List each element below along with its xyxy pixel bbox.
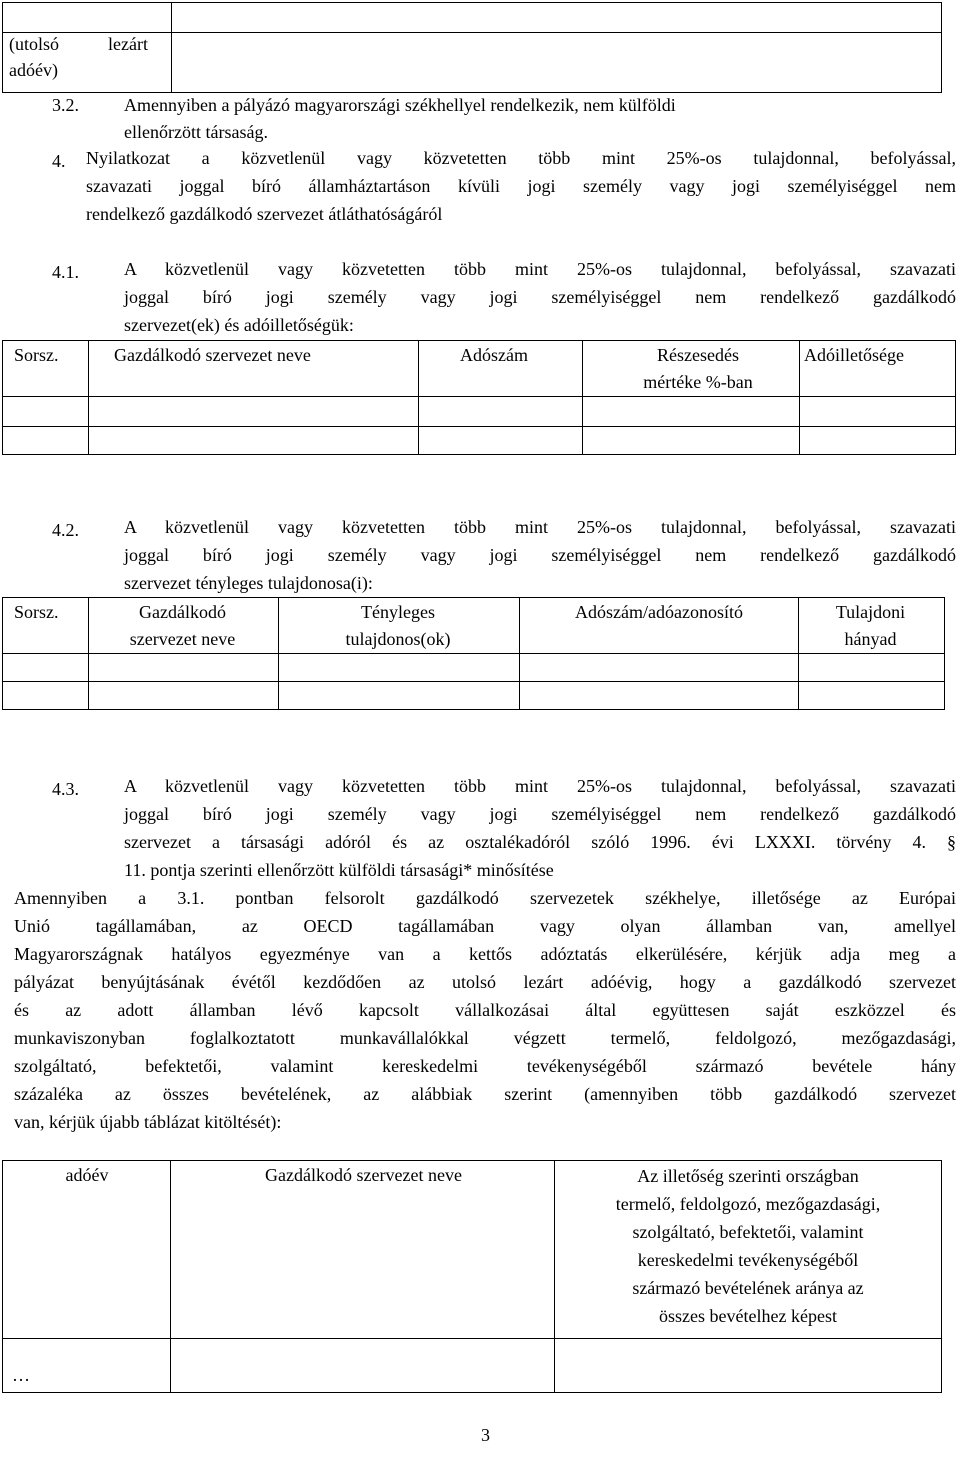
table-4-2-header-adoszam: Adószám/adóazonosító: [575, 602, 743, 622]
item-4-number: 4.: [52, 151, 66, 171]
final-table-ellipsis: …: [12, 1365, 30, 1385]
item-4-line: rendelkező gazdálkodó szervezet átláthatóságáról: [86, 204, 443, 224]
item-4-1-line: joggal bíró jogi személy vagy jogi személyiséggel nem rendelkező gazdálkodó: [124, 287, 956, 307]
item-3-2-number: 3.2.: [52, 95, 79, 115]
top-table: [2, 2, 942, 93]
page-number: 3: [481, 1425, 490, 1445]
table-4-1-header-name: Gazdálkodó szervezet neve: [114, 345, 311, 365]
item-4-1-line: A közvetlenül vagy közvetetten több mint 25%-os tulajdonnal, befolyással, szavazati: [124, 259, 956, 279]
paragraph-line: százaléka az összes bevételének, az alábbiak szerint (amennyiben több gazdálkodó szervezet: [14, 1084, 956, 1104]
item-4-3-line: szervezet a társasági adóról és az osztalékadóról szóló 1996. évi LXXXI. törvény 4. §: [124, 832, 956, 852]
ratio-line: kereskedelmi tevékenységéből: [637, 1250, 859, 1270]
paragraph-line: Amennyiben a 3.1. pontban felsorolt gazdálkodó szervezetek székhelye, illetősége az Európai: [14, 888, 956, 908]
table-4-2-header-tulajdoni: Tulajdoni: [835, 602, 906, 622]
table-4-1-header-sorsz: Sorsz.: [14, 345, 59, 365]
final-table-header-name: Gazdálkodó szervezet neve: [265, 1165, 462, 1185]
table-4-2-header-tenyl: Tényleges: [361, 602, 435, 622]
table-4-1-header-adoszam: Adószám: [460, 345, 528, 365]
item-4-1-number: 4.1.: [52, 262, 79, 282]
table-4-2-header-hanyad: hányad: [844, 629, 897, 649]
table-4-1-header-reszesedes: Részesedés: [657, 345, 739, 365]
paragraph-line: Magyarországnak hatályos egyezménye van a kettős adóztatás elkerülésére, kérjük adja meg a: [14, 944, 956, 964]
item-3-2-line1: Amennyiben a pályázó magyarországi székhellyel rendelkezik, nem külföldi: [124, 95, 676, 115]
paragraph-line: van, kérjük újabb táblázat kitöltését):: [14, 1112, 282, 1132]
paragraph-line: és az adott államban lévő kapcsolt vállalkozásai által együttesen saját eszközzel és: [14, 1000, 956, 1020]
ratio-line: szolgáltató, befektetői, valamint: [632, 1222, 864, 1242]
item-3-2-line2: ellenőrzött társaság.: [124, 122, 268, 142]
table-4-2-header-szerv: szervezet neve: [129, 629, 236, 649]
paragraph-line: pályázat benyújtásának évétől kezdődően az utolsó lezárt adóévig, hogy a gazdálkodó szervezet: [14, 972, 956, 992]
final-table-header-ratio: [556, 1162, 940, 1330]
item-4-3-text: [124, 772, 956, 884]
item-4-1-text: [124, 255, 956, 339]
table-4-2-header-gazd: Gazdálkodó: [139, 602, 226, 622]
ratio-line: származó bevételének aránya az: [632, 1278, 864, 1298]
item-4-3-line: A közvetlenül vagy közvetetten több mint 25%-os tulajdonnal, befolyással, szavazati: [124, 776, 956, 796]
ratio-line: összes bevételhez képest: [659, 1306, 837, 1326]
item-4-line: Nyilatkozat a közvetlenül vagy közvetetten több mint 25%-os tulajdonnal, befolyással,: [86, 148, 956, 168]
top-table-text-2: adóév): [9, 60, 58, 80]
item-4-text: [86, 144, 956, 228]
ratio-line: termelő, feldolgozó, mezőgazdasági,: [615, 1194, 881, 1214]
table-4-1-header-adoilletoseg: Adóilletősége: [804, 345, 904, 365]
item-4-3-number: 4.3.: [52, 779, 79, 799]
final-table-header-adoev: adóév: [65, 1165, 109, 1185]
item-4-3-line: 11. pontja szerinti ellenőrzött külföldi társasági* minősítése: [124, 860, 554, 880]
table-4-2-header-tulajd: tulajdonos(ok): [345, 629, 451, 649]
item-4-2-line: A közvetlenül vagy közvetetten több mint 25%-os tulajdonnal, befolyással, szavazati: [124, 517, 956, 537]
item-4-2-text: [124, 513, 956, 597]
item-4-2-line: szervezet tényleges tulajdonosa(i):: [124, 573, 373, 593]
table-4-1-header-merteke: mértéke %-ban: [643, 372, 753, 392]
paragraph-line: munkaviszonyban foglalkoztatott munkavállalókkal végzett termelő, feldolgozó, mezőgazdasági,: [14, 1028, 956, 1048]
paragraph-line: Unió tagállamában, az OECD tagállamában vagy olyan államban van, amellyel: [14, 916, 956, 936]
top-table-text-1: (utolsó: [9, 34, 60, 54]
item-4-2-number: 4.2.: [52, 520, 79, 540]
top-table-label-cell: [3, 33, 172, 93]
item-4-1-line: szervezet(ek) és adóilletőségük:: [124, 315, 354, 335]
table-4-2-header-sorsz: Sorsz.: [14, 602, 59, 622]
item-4-line: szavazati joggal bíró államháztartáson kívüli jogi személy vagy jogi személyiséggel nem: [86, 176, 956, 196]
body-paragraph: [14, 884, 956, 1136]
item-4-3-line: joggal bíró jogi személy vagy jogi személyiséggel nem rendelkező gazdálkodó: [124, 804, 956, 824]
ratio-line: Az illetőség szerinti országban: [637, 1166, 859, 1186]
paragraph-line: szolgáltató, befektetői, valamint kereskedelmi tevékenységéből származó bevétele hány: [14, 1056, 956, 1076]
item-4-2-line: joggal bíró jogi személy vagy jogi személyiséggel nem rendelkező gazdálkodó: [124, 545, 956, 565]
top-table-text-1b: lezárt: [108, 34, 148, 54]
